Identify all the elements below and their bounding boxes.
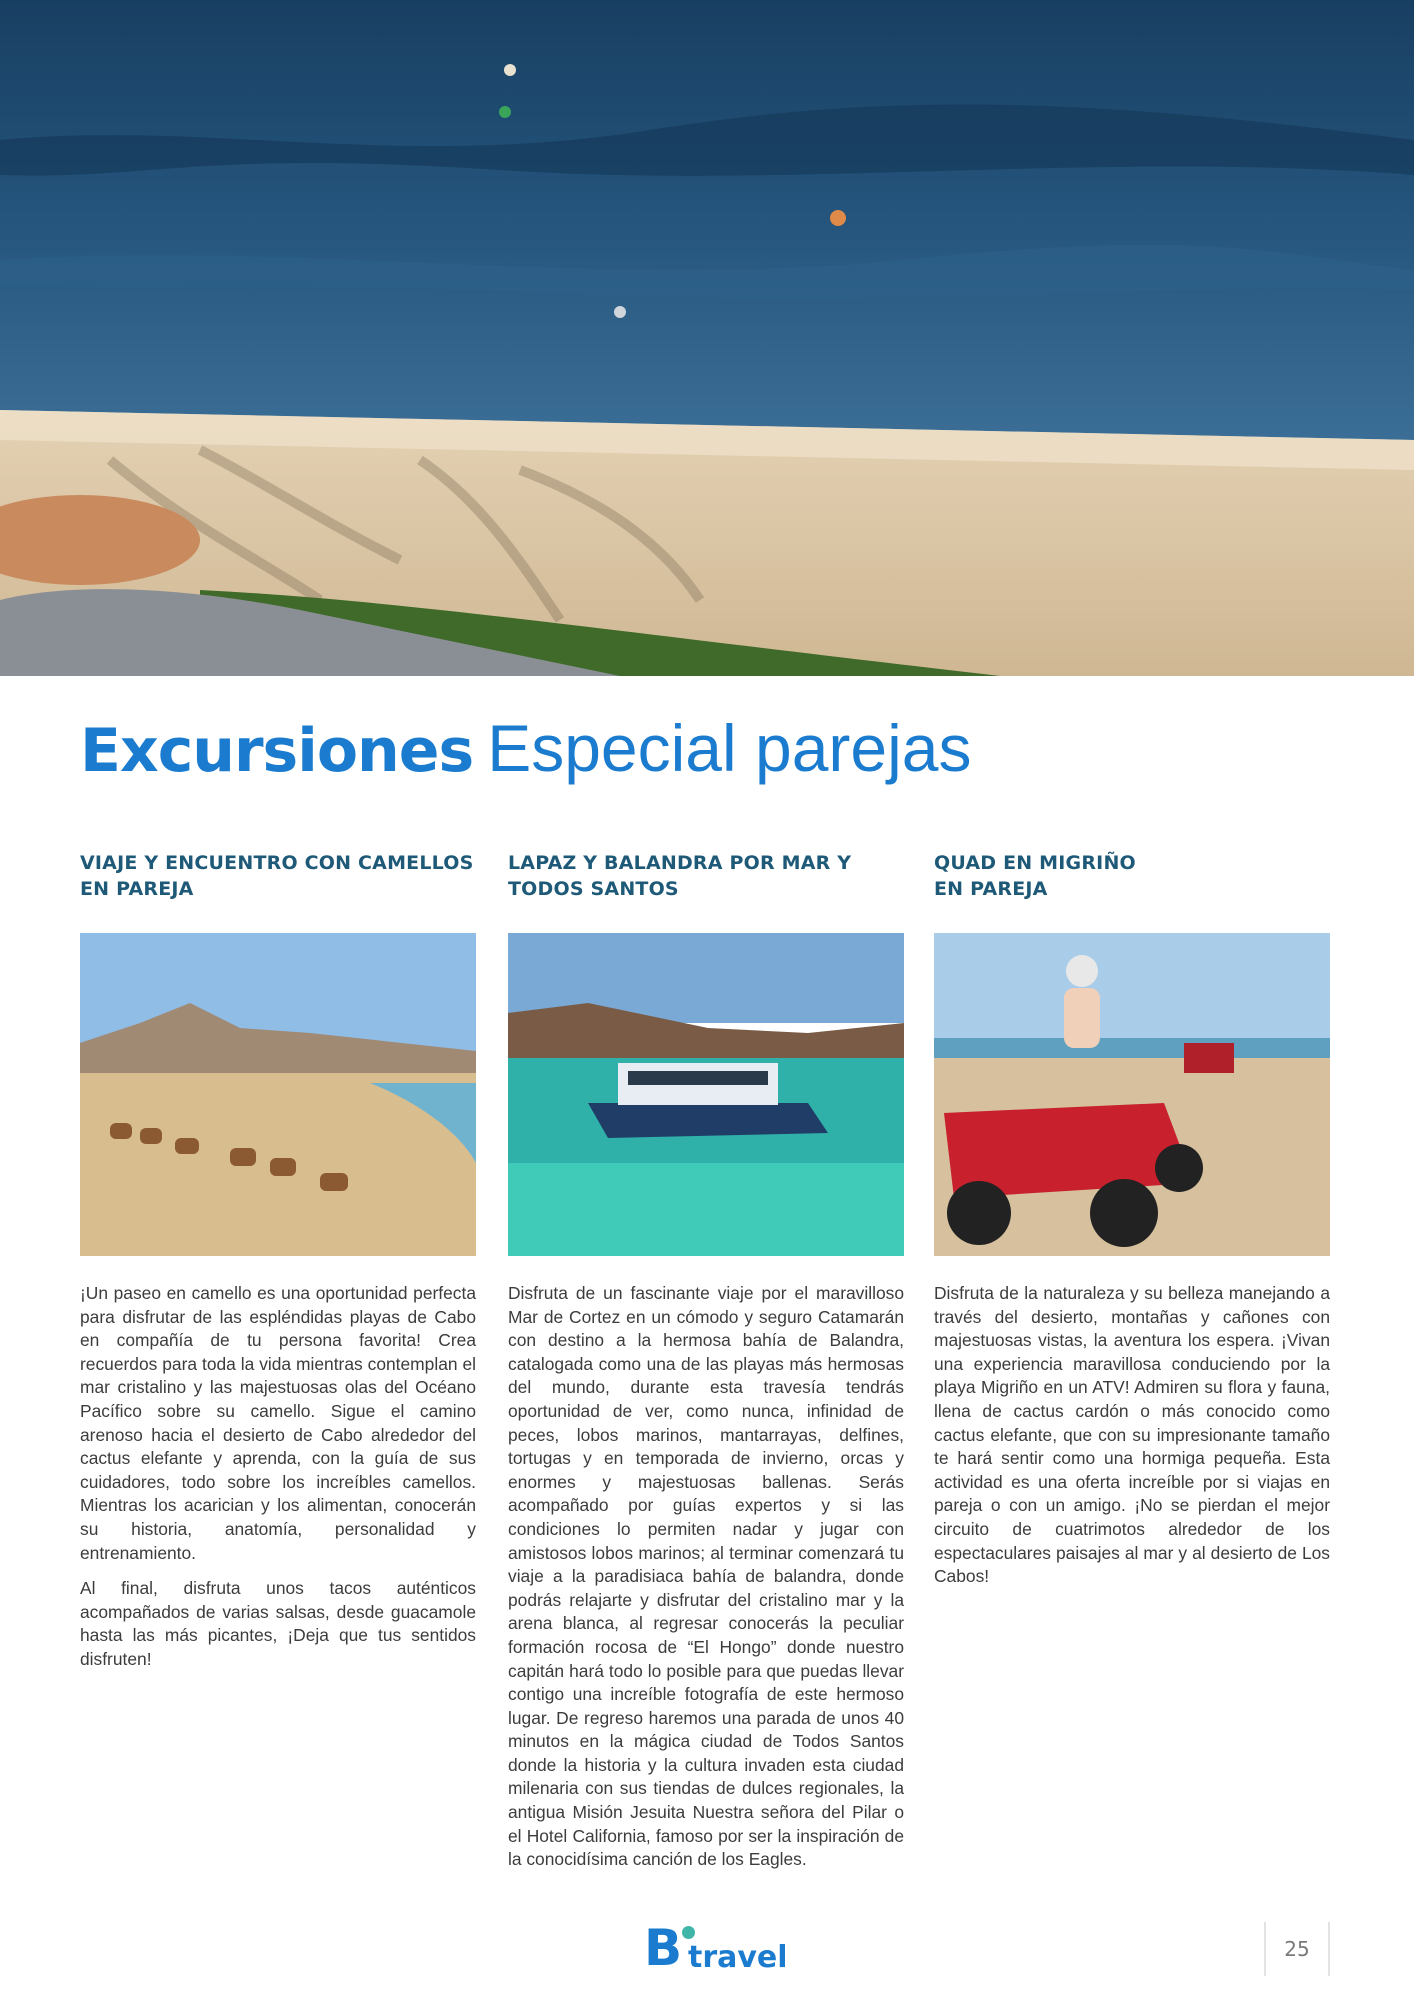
heading-line: TODOS SANTOS: [508, 878, 679, 900]
boat-photo-illustration: [508, 933, 904, 1256]
catamaran-boat-photo: [508, 933, 904, 1256]
page-number: 25: [1264, 1922, 1330, 1976]
heading-line: EN PAREJA: [934, 878, 1048, 900]
excursion-heading: [934, 850, 1330, 930]
page-title: [80, 710, 971, 790]
heading-line: LAPAZ Y BALANDRA POR MAR Y: [508, 852, 852, 874]
excursion-description: [508, 1282, 904, 1872]
atv-photo-illustration: [934, 933, 1330, 1256]
heading-line: VIAJE Y ENCUENTRO CON CAMELLOS: [80, 852, 474, 874]
logo-letter: B: [644, 1919, 683, 1977]
logo-word: travel: [688, 1940, 788, 1975]
hero-ocean-beach-photo: [0, 0, 1414, 676]
paragraph: Al final, disfruta unos tacos auténticos acompañados de varias salsas, desde guacamole hasta las más picantes, ¡Deja que tus sentidos disfruten!: [80, 1578, 476, 1669]
paragraph: Disfruta de la naturaleza y su belleza manejando a través del desierto, montañas y cañones con majestuosas vistas, la aventura los espera. ¡Vivan una experiencia maravillosa conduciendo por la playa Migriño en un ATV! Admiren su flora y fauna, llena de cactus cardón o más conocido como cactus elefante, que con su impresionante tamaño te hará sentir como una hormiga pequeña. Esta actividad es una oferta increíble por si viajas en pareja o con un amigo. ¡No se pierdan el mejor circuito de cuatrimotos alrededor de los espectaculares paisajes al mar y al desierto de Los Cabos!: [934, 1283, 1330, 1587]
excursion-column-balandra: [508, 850, 904, 1870]
excursion-column-quad: [934, 850, 1330, 1587]
excursion-heading: [80, 850, 476, 930]
excursion-description: [934, 1282, 1330, 1589]
excursion-column-camels: [80, 850, 476, 1669]
excursion-heading: [508, 850, 904, 930]
paragraph: Disfruta de un fascinante viaje por el maravilloso Mar de Cortez en un cómodo y seguro Catamarán con destino a la hermosa bahía de Balandra, catalogada como una de las playas más hermosas del mundo, durante esta travesía tendrás oportunidad de ver, como nunca, infinidad de peces, lobos marinos, mantarrayas, delfines, tortugas y en temporada de invierno, orcas y enormes y majestuosas ballenas. Serás acompañado por guías expertos y si las condiciones lo permiten nadar y jugar con amistosos lobos marinos; al terminar comenzará tu viaje a la paradisiaca bahía de balandra, donde podrás relajarte y disfrutar del cristalino mar y la arena blanca, al regresar conocerás la peculiar formación rocosa de “El Hongo” donde nuestro capitán hará todo lo posible para que puedas llevar contigo una increíble fotografía de este hermoso lugar. De regreso haremos una parada de unos 40 minutos en la mágica ciudad de Todos Santos donde la historia y la cultura invaden esta ciudad milenaria con sus tiendas de dulces regionales, la antigua Misión Jesuita Nuestra señora del Pilar o el Hotel California, famoso por ser la inspiración de la conocidísima canción de los Eagles.: [508, 1283, 904, 1870]
heading-line: QUAD EN MIGRIÑO: [934, 852, 1136, 874]
btravel-logo: [644, 1918, 788, 1978]
hero-illustration: [0, 0, 1414, 676]
title-light: Especial parejas: [487, 711, 972, 785]
atv-quad-photo: [934, 933, 1330, 1256]
paragraph: ¡Un paseo en camello es una oportunidad perfecta para disfrutar de las espléndidas playas de Cabo en compañía de tu persona favorita! Crea recuerdos para toda la vida mientras contemplan el mar cristalino y las majestuosas olas del Océano Pacífico sobre su camello. Sigue el camino arenoso hacia el desierto de Cabo alrededor del cactus elefante y aprenda, con la guía de sus cuidadores, todo sobre los increíbles camellos. Mientras los acarician y los alimentan, conocerán su historia, anatomía, personalidad y entrenamiento.: [80, 1283, 476, 1563]
camel-photo-illustration: [80, 933, 476, 1256]
heading-line: EN PAREJA: [80, 878, 194, 900]
camel-caravan-photo: [80, 933, 476, 1256]
excursion-description: [80, 1282, 476, 1672]
title-bold: Excursiones: [80, 716, 474, 786]
